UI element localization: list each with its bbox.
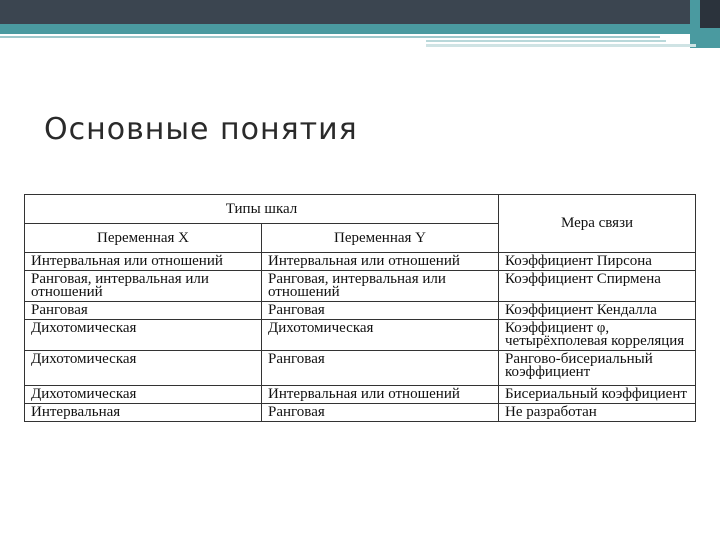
cell-y: Ранговая [262,302,499,320]
header-measure: Мера связи [499,195,696,253]
cell-x: Ранговая [25,302,262,320]
top-bar-dark-right [700,0,720,28]
table-row [25,351,696,386]
table-row [25,253,696,271]
cell-y: Интервальная или отношений [262,253,499,271]
cell-x: Интервальная [25,404,262,422]
scales-table [24,194,696,422]
cell-x: Дихотомическая [25,351,262,386]
table-row [25,271,696,302]
header-variable-x: Переменная X [25,224,262,253]
header-variable-y: Переменная Y [262,224,499,253]
cell-y: Интервальная или отношений [262,386,499,404]
slide-title: Основные понятия [44,112,358,147]
cell-y: Ранговая, интервальная или отношений [262,271,499,302]
decor-line [0,36,660,38]
cell-measure: Бисериальный коэффициент [499,386,696,404]
cell-measure: Коэффициент Пирсона [499,253,696,271]
table-row [25,404,696,422]
cell-y: Ранговая [262,351,499,386]
cell-measure: Коэффициент Спирмена [499,271,696,302]
decor-line [426,44,696,47]
header-scale-types: Типы шкал [25,195,499,224]
cell-y: Ранговая [262,404,499,422]
top-bar-dark [0,0,720,24]
cell-x: Дихотомическая [25,386,262,404]
cell-x: Интервальная или отношений [25,253,262,271]
cell-measure: Коэффициент Кендалла [499,302,696,320]
cell-measure: Не разработан [499,404,696,422]
cell-y: Дихотомическая [262,320,499,351]
cell-measure: Коэффициент φ, четырёхполевая корреляция [499,320,696,351]
table-row [25,302,696,320]
cell-x: Ранговая, интервальная или отношений [25,271,262,302]
decor-line [426,40,666,42]
cell-x: Дихотомическая [25,320,262,351]
top-bar-teal [0,24,720,34]
table-row [25,320,696,351]
table-row [25,386,696,404]
cell-measure: Рангово-бисериальный коэффициент [499,351,696,386]
